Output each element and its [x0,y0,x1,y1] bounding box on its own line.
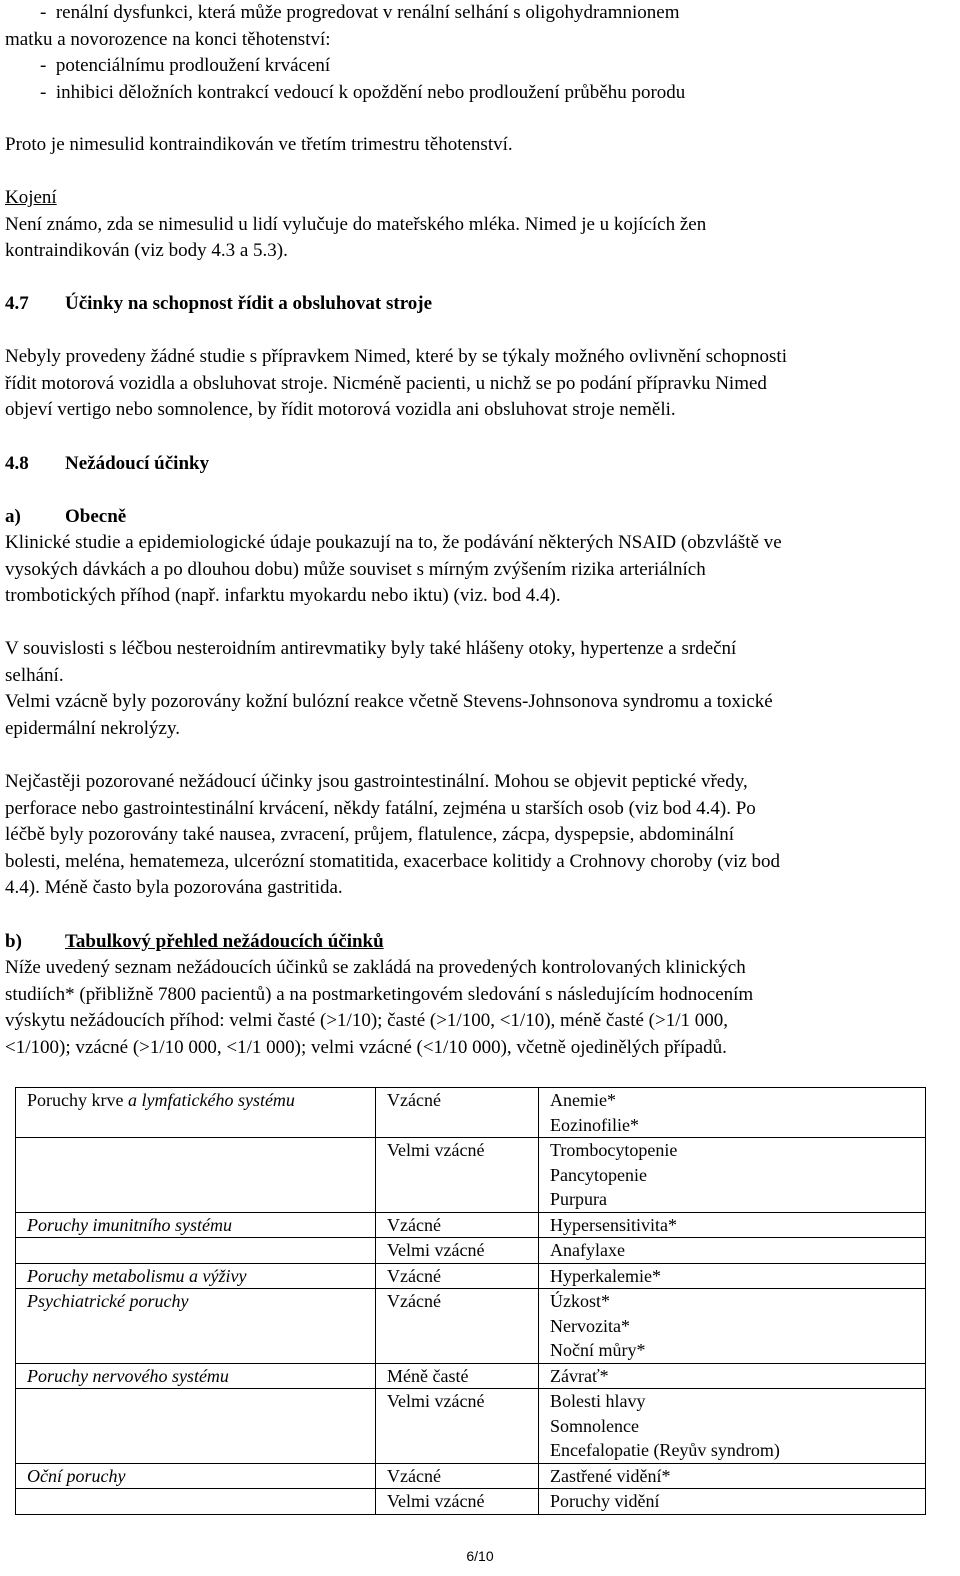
intro-block [5,0,685,106]
section-heading-4-8 [5,451,209,478]
effects-cell: Hypersensitivita* [539,1212,926,1238]
effects-cell: Poruchy vidění [539,1489,926,1515]
paragraph-line: objeví vertigo nebo somnolence, by řídit motorová vozidla ani obsluhovat stroje neměli. [5,399,676,420]
adverse-effects-table [15,1087,926,1515]
organ-class-cell [16,1363,376,1389]
kojeni-heading: Kojení [5,187,57,208]
dash-line: matku a novorozence na konci těhotenství: [5,28,331,50]
effects-cell: Zastřené vidění* [539,1463,926,1489]
table-row [16,1463,926,1489]
effects-cell: Trombocytopenie Pancytopenie Purpura [539,1138,926,1213]
paragraph-line: léčbě byly pozorovány také nausea, zvracení, průjem, flatulence, zácpa, dyspepsie, abdominální [5,824,735,845]
table-row [16,1389,926,1464]
frequency-cell: Velmi vzácné [376,1138,539,1213]
organ-class-text: a lymfatického systému [127,1090,295,1110]
table-row [16,1238,926,1264]
paragraph-line: výskytu nežádoucích příhod: velmi časté (>1/10); časté (>1/100, <1/10), méně časté (>1/1 000, [5,1010,728,1031]
organ-class-cell [16,1389,376,1464]
organ-class-cell [16,1489,376,1515]
table-row [16,1212,926,1238]
dash-line: - renální dysfunkci, která může progredovat v renální selhání s oligohydramnionem [40,2,680,23]
paragraph-2 [5,636,773,742]
paragraph-line: epidermální nekrolýzy. [5,717,180,739]
frequency-cell: Méně časté [376,1363,539,1389]
subheading-label: b) [5,931,22,952]
organ-class-cell [16,1238,376,1264]
frequency-cell: Velmi vzácné [376,1389,539,1464]
page-number: 6/10 [466,1548,494,1564]
frequency-cell: Velmi vzácné [376,1489,539,1515]
table-row [16,1289,926,1364]
paragraph-line: perforace nebo gastrointestinální krvácení, někdy fatální, zejména u starších osob (viz bod 4.4). Po [5,797,756,819]
organ-class-cell [16,1463,376,1489]
frequency-cell: Vzácné [376,1463,539,1489]
dash-line: - inhibici děložních kontrakcí vedoucí k opoždění nebo prodloužení průběhu porodu [40,81,686,103]
kojeni-text: kontraindikován (viz body 4.3 a 5.3). [5,240,288,261]
table-row [16,1088,926,1138]
effects-cell: Závrať* [539,1363,926,1389]
organ-class-text: Poruchy krve [27,1090,128,1110]
kojeni-text: Není známo, zda se nimesulid u lidí vylučuje do mateřského mléka. Nimed je u kojících žen [5,213,707,235]
effects-cell: Anemie* Eozinofilie* [539,1088,926,1138]
kojeni-section [5,185,706,265]
paragraph-line: řídit motorová vozidla a obsluhovat stroje. Nicméně pacienti, u nichž se po podání přípravku Nimed [5,372,767,394]
subheading-title: Obecně [65,506,127,527]
section-number: 4.7 [5,293,29,314]
paragraph-line: V souvislosti s léčbou nesteroidním antirevmatiky byly také hlášeny otoky, hypertenze a srdeční [5,638,737,659]
paragraph-4 [5,955,753,1061]
organ-class-cell [16,1138,376,1213]
paragraph-line: Nebyly provedeny žádné studie s přípravkem Nimed, které by se týkaly možného ovlivnění schopnosti [5,346,787,367]
frequency-cell: Velmi vzácné [376,1238,539,1264]
organ-class-cell [16,1212,376,1238]
trimester-text: Proto je nimesulid kontraindikován ve třetím trimestru těhotenství. [5,134,513,155]
section-title: Účinky na schopnost řídit a obsluhovat stroje [65,293,433,314]
table-row [16,1489,926,1515]
organ-class-text: Poruchy metabolismu a výživy [27,1265,247,1286]
organ-class-text: Poruchy nervového systému [27,1365,229,1386]
effects-cell: Úzkost* Nervozita* Noční můry* [539,1289,926,1364]
table-row [16,1263,926,1289]
paragraph-line: Nejčastěji pozorované nežádoucí účinky jsou gastrointestinální. Mohou se objevit peptické vředy, [5,771,748,792]
organ-class-cell [16,1088,376,1138]
table-body [16,1088,926,1515]
frequency-cell: Vzácné [376,1263,539,1289]
subheading-label: a) [5,506,21,527]
section-4-7-body [5,344,787,424]
organ-class-text: Psychiatrické poruchy [27,1291,189,1311]
paragraph-line: trombotických příhod (např. infarktu myokardu nebo iktu) (viz. bod 4.4). [5,585,561,606]
paragraph-3 [5,769,780,902]
subheading-a [5,504,126,531]
organ-class-cell [16,1289,376,1364]
frequency-cell: Vzácné [376,1289,539,1364]
effects-cell: Anafylaxe [539,1238,926,1264]
table-row [16,1138,926,1213]
organ-class-text: Poruchy imunitního systému [27,1214,232,1235]
organ-class-text: Oční poruchy [27,1465,126,1486]
section-heading-4-7 [5,291,432,318]
paragraph-line: <1/100); vzácné (>1/10 000, <1/1 000); velmi vzácné (<1/10 000), včetně ojedinělých případů. [5,1036,727,1058]
paragraph-line: 4.4). Méně často byla pozorována gastritida. [5,877,343,898]
frequency-cell: Vzácné [376,1088,539,1138]
dash-line: - potenciálnímu prodloužení krvácení [40,55,331,76]
paragraph-line: studiích* (přibližně 7800 pacientů) a na postmarketingovém sledování s následujícím hodnocením [5,983,754,1005]
paragraph-line: vysokých dávkách a po dlouhou dobu) může souviset s mírným zvýšením rizika arteriálních [5,558,706,580]
organ-class-cell [16,1263,376,1289]
frequency-cell: Vzácné [376,1212,539,1238]
paragraph-line: Klinické studie a epidemiologické údaje poukazují na to, že podávání některých NSAID (obzvláště ve [5,532,782,553]
effects-cell: Bolesti hlavy Somnolence Encefalopatie (Reyův syndrom) [539,1389,926,1464]
paragraph-line: Níže uvedený seznam nežádoucích účinků se zakládá na provedených kontrolovaných klinických [5,957,746,978]
subheading-title: Tabulkový přehled nežádoucích účinků [65,931,384,952]
section-title: Nežádoucí účinky [65,453,210,474]
paragraph-line: selhání. [5,664,64,686]
paragraph-1 [5,530,782,610]
paragraph-line: bolesti, meléna, hematemeza, ulcerózní stomatitida, exacerbace kolitidy a Crohnovy choroby (viz bod [5,850,781,872]
subheading-b [5,929,384,956]
section-number: 4.8 [5,453,29,474]
effects-cell: Hyperkalemie* [539,1263,926,1289]
paragraph-line: Velmi vzácně byly pozorovány kožní bulózní reakce včetně Stevens-Johnsonova syndromu a toxické [5,691,773,712]
table-row [16,1363,926,1389]
